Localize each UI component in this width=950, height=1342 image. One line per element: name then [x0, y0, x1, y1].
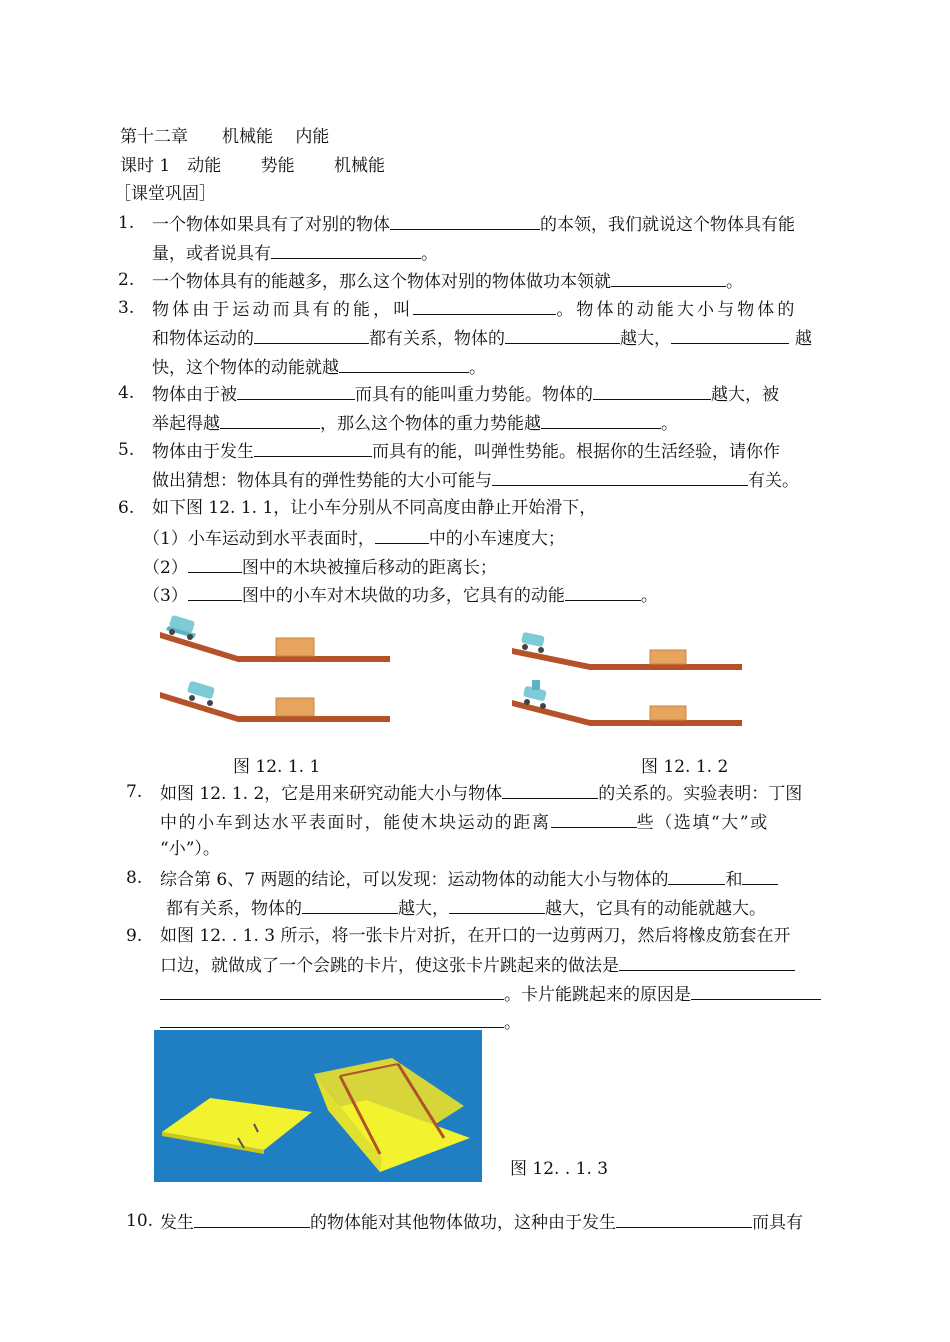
- wood-block: [650, 650, 686, 664]
- figure-12-1-3-diagram: [154, 1030, 482, 1182]
- question-text: 口边，就做成了一个会跳的卡片，使这张卡片跳起来的做法是: [160, 956, 619, 976]
- wood-block: [650, 706, 686, 720]
- answer-blank[interactable]: [375, 526, 429, 544]
- question-number: 2.: [118, 270, 135, 290]
- answer-blank[interactable]: [691, 982, 821, 1000]
- ramp-board: [512, 648, 742, 670]
- lesson-title: 课时 1 动能 势能 机械能: [120, 156, 386, 176]
- figure-caption: 图 12. . 1. 3: [510, 1159, 609, 1179]
- question-text: 都有关系，物体的: [369, 329, 505, 349]
- cart-with-load: [523, 680, 547, 709]
- question-number: 7.: [126, 782, 143, 802]
- question-text: 越大，: [620, 329, 671, 349]
- cart: [521, 632, 545, 653]
- answer-blank[interactable]: [619, 953, 795, 971]
- answer-blank[interactable]: [593, 382, 711, 400]
- answer-blank[interactable]: [611, 269, 726, 287]
- sub-question-text: 中的小车速度大；: [428, 529, 565, 549]
- question-text: 。物体的动能大小与物体的: [556, 300, 798, 320]
- answer-blank[interactable]: [502, 781, 598, 799]
- answer-blank[interactable]: [449, 896, 545, 914]
- question-text: 物体由于被: [152, 385, 237, 405]
- question-text: 。: [504, 1013, 521, 1033]
- answer-blank[interactable]: [220, 411, 320, 429]
- chapter-title: 第十二章 机械能 内能: [120, 127, 330, 147]
- question-number: 8.: [126, 868, 143, 888]
- question-text: 。: [469, 358, 486, 378]
- question-number: 9.: [126, 926, 143, 946]
- question-text: 的物体能对其他物体做功，这种由于发生: [310, 1213, 616, 1233]
- question-number: 5.: [118, 440, 135, 460]
- wood-block: [276, 638, 314, 656]
- sub-question-text: （1）小车运动到水平表面时，: [143, 529, 375, 549]
- answer-blank[interactable]: [616, 1210, 752, 1228]
- question-text: “小”）。: [160, 839, 220, 859]
- sub-question-text: 。: [640, 586, 658, 606]
- question-text: 如图 12. . 1. 3 所示，将一张卡片对折，在开口的一边剪两刀，然后将橡皮筋套在开: [160, 926, 791, 946]
- wood-block: [276, 698, 314, 716]
- question-text: 一个物体如果具有了对别的物体: [152, 215, 390, 235]
- answer-blank[interactable]: [194, 1210, 310, 1228]
- answer-blank[interactable]: [302, 896, 398, 914]
- answer-blank[interactable]: [188, 583, 242, 601]
- question-text: 如下图 12. 1. 1，让小车分别从不同高度由静止开始滑下，: [152, 498, 597, 518]
- question-number: 1.: [118, 213, 135, 233]
- question-text: 。卡片能跳起来的原因是: [504, 985, 691, 1005]
- question-text: ，那么这个物体的重力势能越: [320, 414, 541, 434]
- answer-blank[interactable]: [271, 241, 421, 259]
- question-text: 物体由于运动而具有的能，叫: [152, 300, 414, 320]
- figure-caption: 图 12. 1. 1: [233, 757, 321, 777]
- question-text: 如图 12. 1. 2，它是用来研究动能大小与物体: [160, 784, 503, 804]
- sub-question-text: 图中的小车对木块做的功多，它具有的动能: [241, 586, 565, 606]
- question-text: 而具有的能叫重力势能。物体的: [355, 385, 593, 405]
- answer-blank[interactable]: [551, 810, 637, 828]
- question-text: 都有关系，物体的: [166, 899, 302, 919]
- figure-12-1-2-diagram: [510, 628, 750, 733]
- question-text: 发生: [160, 1213, 194, 1233]
- question-text: 量，或者说具有: [152, 244, 271, 264]
- question-text: 越大，: [398, 899, 449, 919]
- answer-blank[interactable]: [188, 555, 242, 573]
- question-text: 和: [725, 870, 743, 890]
- answer-blank[interactable]: [541, 411, 661, 429]
- question-text: 中的小车到达水平表面时，能使木块运动的距离: [160, 813, 551, 833]
- sub-question-text: （3）: [143, 586, 188, 606]
- ramp-board: [512, 700, 742, 726]
- question-text: 有关。: [748, 471, 799, 491]
- answer-blank[interactable]: [339, 355, 469, 373]
- question-text: 的关系的。实验表明：丁图: [598, 784, 803, 804]
- sub-question-text: 图中的木块被撞后移动的距离长；: [241, 558, 497, 578]
- answer-blank[interactable]: [237, 382, 355, 400]
- question-text: 举起得越: [152, 414, 220, 434]
- answer-blank[interactable]: [742, 867, 778, 885]
- question-text: 的本领，我们就说这个物体具有能: [540, 215, 795, 235]
- question-text: 。: [726, 272, 743, 292]
- question-text: 越: [795, 329, 812, 349]
- question-text: 而具有的能，叫弹性势能。根据你的生活经验，请你作: [372, 442, 780, 462]
- question-number: 6.: [118, 498, 135, 518]
- answer-blank[interactable]: [671, 326, 789, 344]
- question-text: 越大，被: [711, 385, 779, 405]
- figure-12-1-1-diagram: [158, 612, 398, 732]
- answer-blank[interactable]: [160, 1010, 504, 1028]
- question-text: 些（选填“大”或: [636, 813, 769, 833]
- question-text: 。: [421, 244, 438, 264]
- answer-blank[interactable]: [390, 212, 540, 230]
- question-text: 和物体运动的: [152, 329, 254, 349]
- answer-blank[interactable]: [413, 297, 556, 315]
- question-text: 快，这个物体的动能就越: [152, 358, 339, 378]
- question-number: 3.: [118, 298, 135, 318]
- section-title: ［课堂巩固］: [114, 184, 216, 204]
- answer-blank[interactable]: [254, 439, 372, 457]
- answer-blank[interactable]: [505, 326, 620, 344]
- question-text: 而具有: [752, 1213, 803, 1233]
- sub-question-text: （2）: [143, 558, 188, 578]
- question-text: 做出猜想：物体具有的弹性势能的大小可能与: [152, 471, 492, 491]
- answer-blank[interactable]: [668, 867, 725, 885]
- question-text: 越大，它具有的动能就越大。: [545, 899, 766, 919]
- question-text: 一个物体具有的能越多，那么这个物体对别的物体做功本领就: [152, 272, 611, 292]
- question-number: 4.: [118, 383, 135, 403]
- question-text: 物体由于发生: [152, 442, 254, 462]
- question-text: 。: [661, 414, 678, 434]
- question-number: 10.: [126, 1211, 154, 1231]
- answer-blank[interactable]: [254, 326, 369, 344]
- answer-blank[interactable]: [565, 583, 641, 601]
- figure-caption: 图 12. 1. 2: [641, 757, 729, 777]
- question-text: 综合第 6、7 两题的结论，可以发现：运动物体的动能大小与物体的: [160, 870, 669, 890]
- answer-blank[interactable]: [492, 468, 748, 486]
- answer-blank[interactable]: [160, 982, 504, 1000]
